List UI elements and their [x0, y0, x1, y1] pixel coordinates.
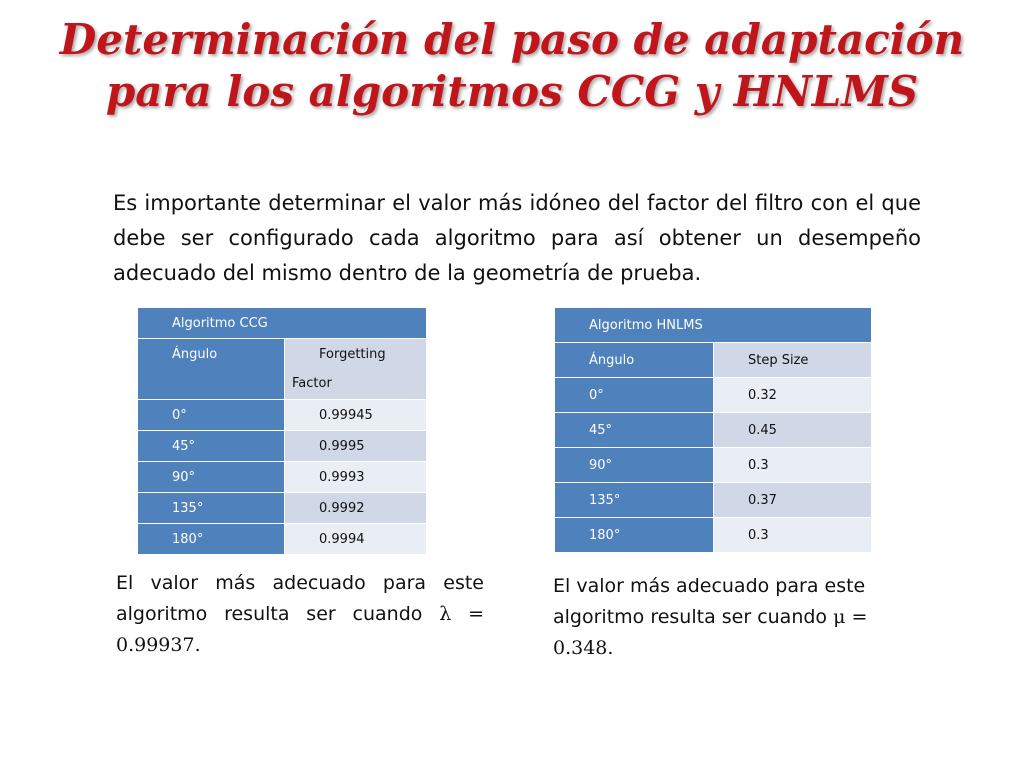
hnlms-col-angle: Ángulo [555, 343, 714, 378]
hnlms-table [554, 307, 872, 553]
ccg-col-value-line-2: Factor [292, 376, 332, 391]
ccg-conclusion [116, 568, 484, 661]
hnlms-angle-cell: 180° [555, 518, 714, 553]
hnlms-mu-symbol: μ [833, 606, 846, 628]
hnlms-value-cell: 0.3 [714, 518, 872, 553]
hnlms-value-cell: 0.3 [714, 448, 872, 483]
ccg-conclusion-value: 0.99937. [116, 634, 201, 656]
table-row [555, 378, 872, 413]
slide-title-line-1: Determinación del paso de adaptación [59, 15, 965, 64]
ccg-conclusion-text: El valor más adecuado para este algoritmo resulta ser cuando [116, 572, 484, 625]
ccg-value-cell: 0.9993 [285, 462, 427, 493]
table-row [138, 462, 427, 493]
hnlms-col-value: Step Size [714, 343, 872, 378]
hnlms-value-cell: 0.37 [714, 483, 872, 518]
ccg-table [137, 307, 427, 555]
table-row [138, 524, 427, 555]
ccg-col-angle: Ángulo [138, 339, 285, 400]
ccg-value-cell: 0.9994 [285, 524, 427, 555]
table-row [138, 400, 427, 431]
hnlms-conclusion-text: El valor más adecuado para este algoritmo resulta ser cuando [553, 575, 866, 628]
ccg-col-value-line-1: Forgetting [319, 347, 386, 362]
hnlms-value-cell: 0.32 [714, 378, 872, 413]
hnlms-conclusion [553, 571, 903, 664]
ccg-value-cell: 0.9992 [285, 493, 427, 524]
hnlms-conclusion-value: 0.348. [553, 637, 614, 659]
intro-paragraph: Es importante determinar el valor más idóneo del factor del filtro con el que debe ser configurado cada algoritmo para así obtener un desempeño adecuado del mismo dentro de la geometría de prueba. [113, 191, 921, 285]
hnlms-angle-cell: 135° [555, 483, 714, 518]
slide-title-line-2: para los algoritmos CCG y HNLMS [105, 67, 919, 116]
ccg-lambda-symbol: λ [439, 603, 452, 625]
hnlms-angle-cell: 90° [555, 448, 714, 483]
ccg-value-cell: 0.99945 [285, 400, 427, 431]
ccg-angle-cell: 135° [138, 493, 285, 524]
table-row [555, 518, 872, 553]
ccg-angle-cell: 45° [138, 431, 285, 462]
ccg-angle-cell: 0° [138, 400, 285, 431]
ccg-equals-sign: = [468, 603, 485, 625]
slide-title [0, 14, 1024, 118]
hnlms-angle-cell: 0° [555, 378, 714, 413]
table-row [555, 448, 872, 483]
ccg-col-value [285, 339, 427, 400]
table-row [555, 413, 872, 448]
ccg-angle-cell: 180° [138, 524, 285, 555]
hnlms-table-title: Algoritmo HNLMS [555, 308, 872, 343]
table-row [138, 493, 427, 524]
hnlms-equals-sign: = [851, 606, 868, 628]
hnlms-value-cell: 0.45 [714, 413, 872, 448]
ccg-table-title: Algoritmo CCG [138, 308, 427, 339]
ccg-value-cell: 0.9995 [285, 431, 427, 462]
ccg-angle-cell: 90° [138, 462, 285, 493]
hnlms-angle-cell: 45° [555, 413, 714, 448]
table-row [555, 483, 872, 518]
table-row [138, 431, 427, 462]
